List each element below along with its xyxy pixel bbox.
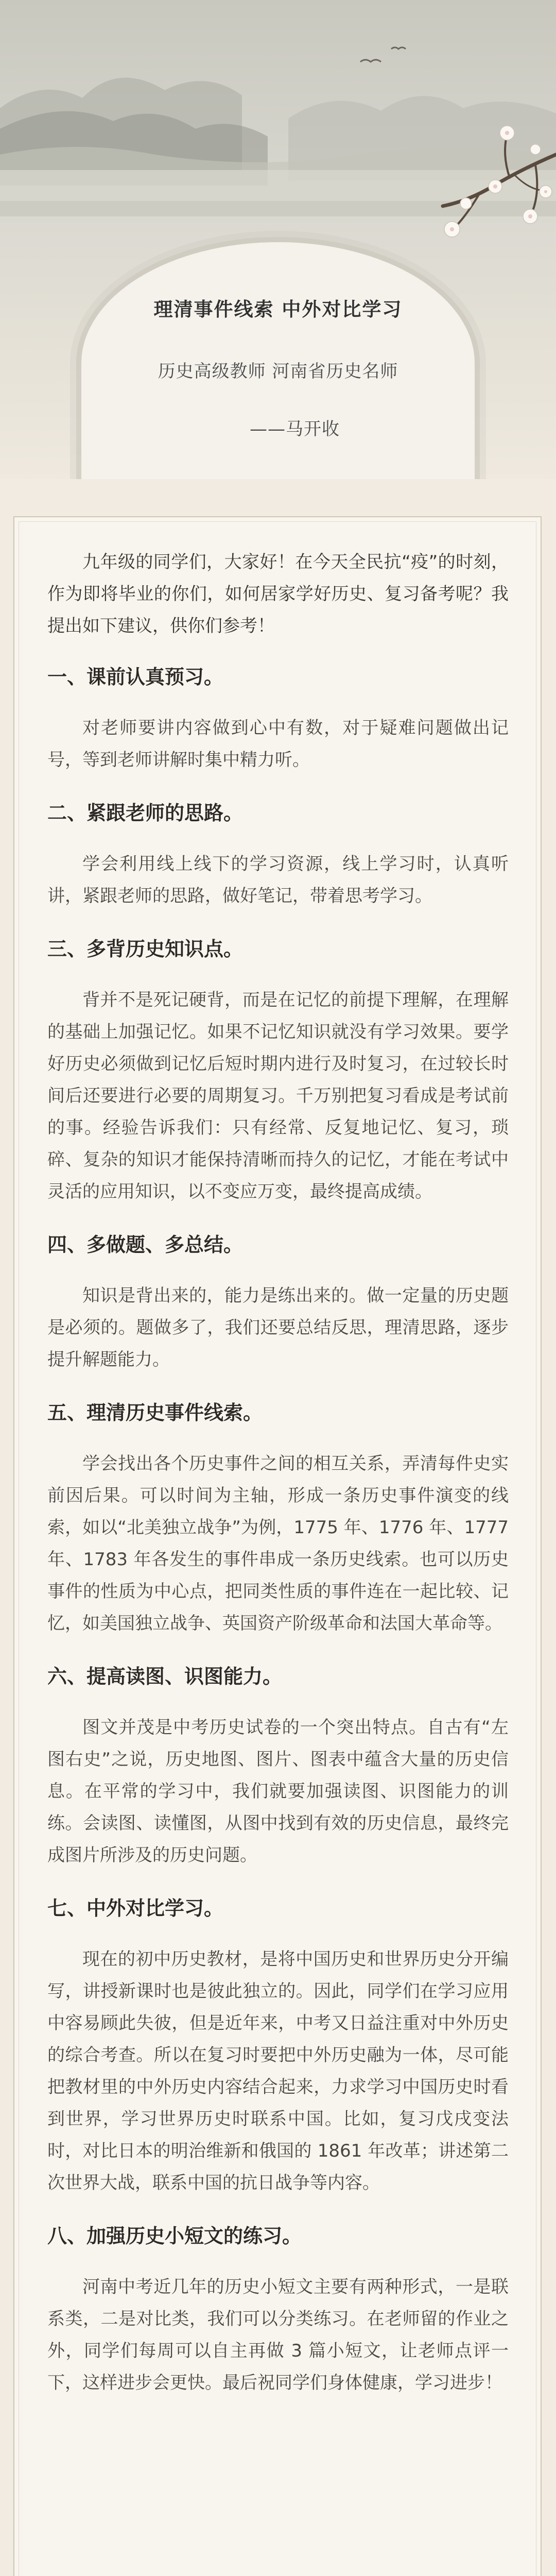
section-heading: 一、课前认真预习。 — [47, 666, 224, 688]
section-heading: 四、多做题、多总结。 — [47, 1233, 244, 1256]
section-6 — [47, 1662, 509, 1871]
section-body: 现在的初中历史教材，是将中国历史和世界历史分开编写，讲授新课时也是彼此独立的。因此，同学们在学习应用中容易顾此失彼，但是近年来，中考又日益注重对中外历史的综合考查。所以在复习时要把中外历史融为一体，尽可能把教材里的中外历史内容结合起来，力求学习中国历史时看到世界，学习世界历史时联系中国。比如，复习戊戌变法时，对比日本的明治维新和俄国的 1861 年改革；讲述第二次世界大战，联系中国的抗日战争等内容。 — [47, 1949, 509, 2193]
section-5 — [47, 1398, 509, 1639]
section-body: 对老师要讲内容做到心中有数，对于疑难问题做出记号，等到老师讲解时集中精力听。 — [47, 718, 509, 770]
section-2 — [47, 799, 509, 912]
section-heading: 二、紧跟老师的思路。 — [47, 802, 244, 824]
section-3 — [47, 935, 509, 1208]
section-heading: 六、提高读图、识图能力。 — [47, 1665, 283, 1688]
section-body: 知识是背出来的，能力是练出来的。做一定量的历史题是必须的。题做多了，我们还要总结反思，理清思路，逐步提升解题能力。 — [47, 1285, 509, 1370]
section-body: 学会找出各个历史事件之间的相互关系，弄清每件史实前因后果。可以时间为主轴，形成一条历史事件演变的线索，如以“北美独立战争”为例，1775 年、1776 年、1777 年、1783 年各发生的事件串成一条历史线索。也可以历史事件的性质为中心点，把同类性质的事件连在一起比较、记忆，如美国独立战争、英国资产阶级革命和法国大革命等。 — [47, 1453, 509, 1634]
section-body: 图文并茂是中考历史试卷的一个突出特点。自古有“左图右史”之说，历史地图、图片、图表中蕴含大量的历史信息。在平常的学习中，我们就要加强读图、识图能力的训练。会读图、读懂图，从图中找到有效的历史信息，最终完成图片所涉及的历史问题。 — [47, 1717, 509, 1866]
page-title: 理清事件线索 中外对比学习 — [153, 298, 403, 320]
section-body: 背并不是死记硬背，而是在记忆的前提下理解，在理解的基础上加强记忆。如果不记忆知识就没有学习效果。要学好历史必须做到记忆后短时期内进行及时复习，在过较长时间后还要进行必要的周期复习。千万别把复习看成是考试前的事。经验告诉我们：只有经常、反复地记忆、复习，琐碎、复杂的知识才能保持清晰而持久的记忆，才能在考试中灵活的应用知识，以不变应万变，最终提高成绩。 — [47, 990, 509, 1202]
section-8 — [47, 2222, 509, 2399]
section-heading: 五、理清历史事件线索。 — [47, 1401, 263, 1424]
section-heading: 八、加强历史小短文的练习。 — [47, 2225, 302, 2247]
section-heading: 七、中外对比学习。 — [47, 1897, 224, 1920]
header-banner — [0, 0, 556, 479]
section-body: 河南中考近几年的历史小短文主要有两种形式，一是联系类，二是对比类，我们可以分类练习。在老师留的作业之外，同学们每周可以自主再做 3 篇小短文，让老师点评一下，这样进步会更快。最后祝同学们身体健康，学习进步！ — [47, 2277, 509, 2393]
section-7 — [47, 1894, 509, 2199]
section-1 — [47, 663, 509, 776]
intro-paragraph: 九年级的同学们，大家好！在今天全民抗“疫”的时刻，作为即将毕业的你们，如何居家学好历史、复习备考呢？我提出如下建议，供你们参考！ — [47, 552, 509, 636]
author-signature: ——马开收 — [250, 419, 340, 439]
section-4 — [47, 1230, 509, 1376]
section-body: 学会利用线上线下的学习资源，线上学习时，认真听讲，紧跟老师的思路，做好笔记，带着思考学习。 — [47, 854, 509, 906]
bird-icon — [360, 47, 406, 62]
section-heading: 三、多背历史知识点。 — [47, 938, 244, 960]
article-content — [47, 546, 509, 2421]
author-line: 历史高级教师 河南省历史名师 — [158, 361, 398, 382]
